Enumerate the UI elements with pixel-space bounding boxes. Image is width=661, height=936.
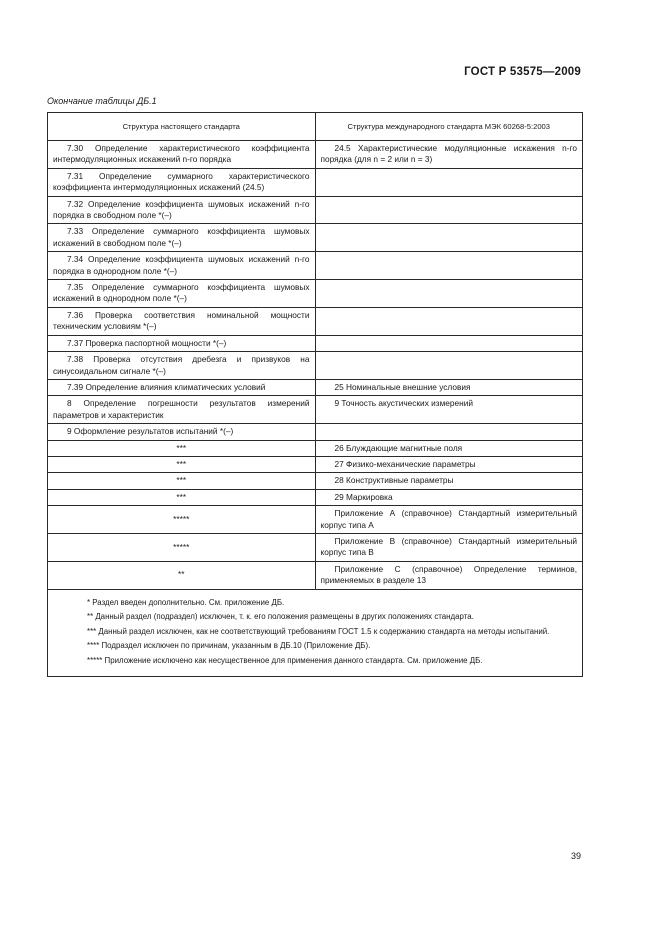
table-row: [48, 280, 583, 308]
table-row: [48, 141, 583, 169]
table-row: [48, 456, 583, 472]
national-section-cell: ***: [48, 440, 316, 456]
notes-cell: [48, 589, 583, 676]
national-section-cell: 7.35 Определение суммарного коэффициента шумовых искажений в однородном поле *(–): [48, 280, 316, 308]
national-section-cell: 7.38 Проверка отсутствия дребезга и призвуков на синусоидальном сигнале *(–): [48, 352, 316, 380]
national-section-cell: **: [48, 561, 316, 589]
table-row: [48, 252, 583, 280]
table-row: [48, 224, 583, 252]
international-section-cell: 26 Блуждающие магнитные поля: [315, 440, 583, 456]
international-section-cell: Приложение С (справочное) Определение терминов, применяемых в разделе 13: [315, 561, 583, 589]
international-section-cell: [315, 335, 583, 351]
table-row: [48, 307, 583, 335]
international-section-cell: Приложение А (справочное) Стандартный измерительный корпус типа А: [315, 506, 583, 534]
table-row: [48, 440, 583, 456]
national-section-cell: 7.31 Определение суммарного характеристического коэффициента интермодуляционных искажений (24.5): [48, 168, 316, 196]
national-section-cell: 7.30 Определение характеристического коэффициента интермодуляционных искажений n-го порядка: [48, 141, 316, 169]
table-row: [48, 506, 583, 534]
structure-comparison-table: [47, 112, 583, 677]
international-section-cell: [315, 280, 583, 308]
national-section-cell: ***: [48, 473, 316, 489]
national-section-cell: 7.39 Определение влияния климатических условий: [48, 379, 316, 395]
national-section-cell: *****: [48, 506, 316, 534]
national-section-cell: 7.32 Определение коэффициента шумовых искажений n-го порядка в свободном поле *(–): [48, 196, 316, 224]
international-section-cell: 27 Физико-механические параметры: [315, 456, 583, 472]
national-section-cell: 7.33 Определение суммарного коэффициента шумовых искажений в свободном поле *(–): [48, 224, 316, 252]
national-section-cell: 7.37 Проверка паспортной мощности *(–): [48, 335, 316, 351]
international-section-cell: [315, 252, 583, 280]
international-section-cell: 29 Маркировка: [315, 489, 583, 505]
notes-row: [48, 589, 583, 676]
national-section-cell: 9 Оформление результатов испытаний *(–): [48, 424, 316, 440]
international-section-cell: 9 Точность акустических измерений: [315, 396, 583, 424]
national-section-cell: ***: [48, 489, 316, 505]
table-row: [48, 196, 583, 224]
international-section-cell: 25 Номинальные внешние условия: [315, 379, 583, 395]
table-row: [48, 168, 583, 196]
national-section-cell: 7.34 Определение коэффициента шумовых искажений n-го порядка в однородном поле *(–): [48, 252, 316, 280]
footnote: ** Данный раздел (подраздел) исключен, т. к. его положения размещены в других положениях стандарта.: [87, 612, 474, 622]
international-section-cell: 24.5 Характеристические модуляционные искажения n-го порядка (для n = 2 или n = 3): [315, 141, 583, 169]
table-caption: Окончание таблицы ДБ.1: [47, 96, 157, 106]
table-row: [48, 379, 583, 395]
column-header-international: Структура международного стандарта МЭК 60268-5:2003: [315, 113, 583, 141]
international-section-cell: [315, 307, 583, 335]
national-section-cell: *****: [48, 533, 316, 561]
national-section-cell: 7.36 Проверка соответствия номинальной мощности техническим условиям *(–): [48, 307, 316, 335]
page-number: 39: [570, 851, 581, 861]
column-header-national: Структура настоящего стандарта: [48, 113, 316, 141]
international-section-cell: [315, 424, 583, 440]
international-section-cell: [315, 352, 583, 380]
document-code: ГОСТ Р 53575—2009: [464, 66, 581, 78]
international-section-cell: [315, 224, 583, 252]
table-body: [48, 141, 583, 590]
national-section-cell: ***: [48, 456, 316, 472]
table-row: [48, 489, 583, 505]
table-row: [48, 352, 583, 380]
international-section-cell: 28 Конструктивные параметры: [315, 473, 583, 489]
footnote: ***** Приложение исключено как несущественное для применения данного стандарта. См. приложение ДБ.: [87, 655, 483, 665]
international-section-cell: Приложение В (справочное) Стандартный измерительный корпус типа В: [315, 533, 583, 561]
footnote: **** Подраздел исключен по причинам, указанным в ДБ.10 (Приложение ДБ).: [87, 641, 371, 651]
table-row: [48, 473, 583, 489]
table-row: [48, 561, 583, 589]
table-row: [48, 396, 583, 424]
footnote: *** Данный раздел исключен, как не соответствующий требованиям ГОСТ 1.5 к содержанию стандарта на методы испытаний.: [87, 626, 550, 636]
table-header-row: [48, 113, 583, 141]
international-section-cell: [315, 168, 583, 196]
table-row: [48, 533, 583, 561]
footnote: * Раздел введен дополнительно. См. приложение ДБ.: [87, 597, 285, 607]
table-row: [48, 424, 583, 440]
national-section-cell: 8 Определение погрешности результатов измерений параметров и характеристик: [48, 396, 316, 424]
table-row: [48, 335, 583, 351]
international-section-cell: [315, 196, 583, 224]
